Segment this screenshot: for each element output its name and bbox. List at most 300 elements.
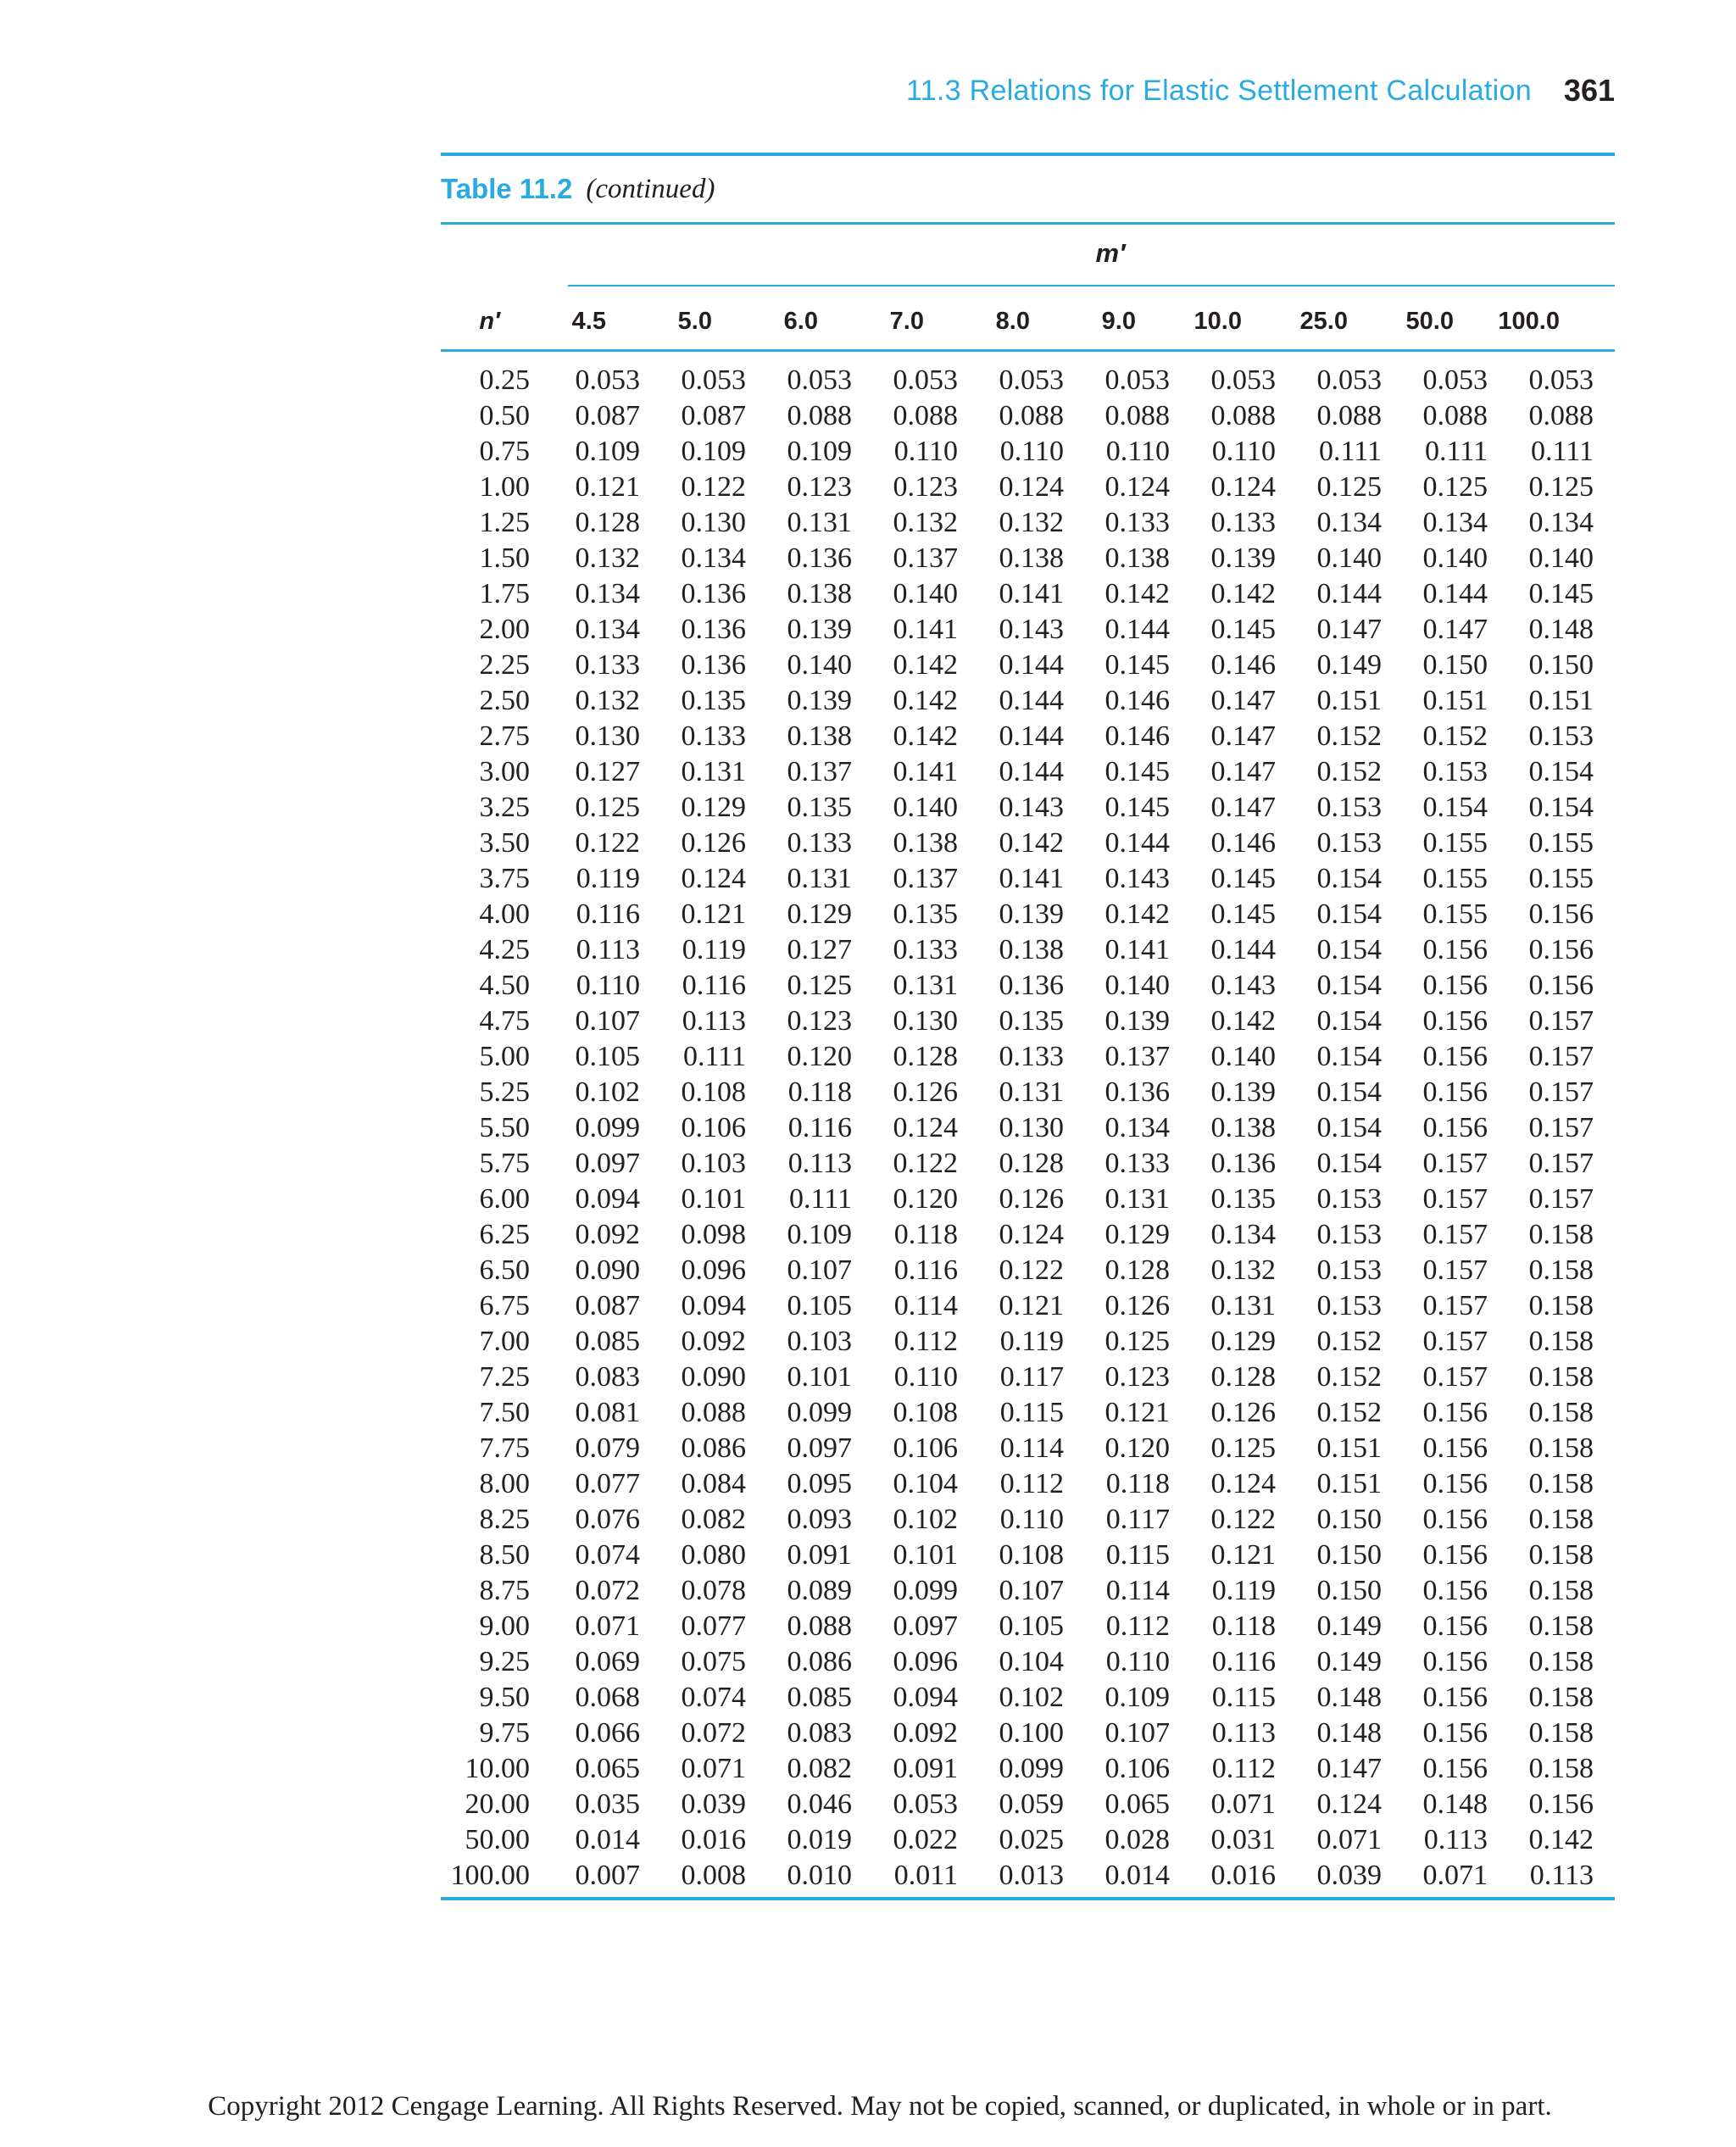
data-table — [441, 153, 1615, 1900]
table-row — [441, 1644, 1615, 1680]
table-header — [441, 225, 1615, 352]
table-cell: 0.136 — [999, 970, 1064, 1001]
table-row — [441, 1110, 1615, 1146]
n-prime-cell: 4.00 — [479, 898, 530, 930]
table-cell: 0.129 — [1104, 1219, 1170, 1250]
table-cell: 0.125 — [787, 970, 852, 1001]
table-cell: 0.127 — [787, 934, 852, 965]
table-cell: 0.153 — [1316, 1290, 1382, 1321]
table-cell: 0.139 — [1210, 542, 1276, 574]
table-row — [441, 1253, 1615, 1288]
table-cell: 0.022 — [893, 1824, 958, 1855]
table-cell: 0.156 — [1528, 934, 1594, 965]
table-cell: 0.133 — [893, 934, 958, 965]
table-cell: 0.156 — [1422, 1575, 1488, 1606]
table-cell: 0.108 — [681, 1076, 746, 1108]
table-cell: 0.059 — [999, 1788, 1064, 1820]
table-cell: 0.158 — [1528, 1468, 1594, 1499]
table-cell: 0.158 — [1528, 1219, 1594, 1250]
table-cell: 0.100 — [999, 1717, 1064, 1749]
table-cell: 0.111 — [789, 1183, 852, 1215]
table-cell: 0.141 — [893, 756, 958, 787]
table-cell: 0.157 — [1422, 1254, 1488, 1286]
table-cell: 0.135 — [1210, 1183, 1276, 1215]
table-cell: 0.099 — [787, 1397, 852, 1428]
n-prime-cell: 5.00 — [479, 1041, 530, 1072]
table-cell: 0.142 — [999, 827, 1064, 859]
table-cell: 0.138 — [999, 934, 1064, 965]
table-cell: 0.112 — [1105, 1610, 1170, 1642]
column-header: 10.0 — [1194, 308, 1242, 335]
table-cell: 0.156 — [1422, 1005, 1488, 1037]
table-row — [441, 932, 1615, 968]
table-cell: 0.075 — [681, 1646, 746, 1677]
table-cell: 0.113 — [787, 1148, 852, 1179]
n-prime-cell: 7.50 — [479, 1397, 530, 1428]
table-row — [441, 683, 1615, 719]
table-cell: 0.088 — [787, 1610, 852, 1642]
table-row — [441, 1431, 1615, 1466]
table-cell: 0.151 — [1528, 685, 1594, 716]
n-prime-cell: 6.75 — [479, 1290, 530, 1321]
table-row — [441, 1288, 1615, 1324]
table-cell: 0.098 — [681, 1219, 746, 1250]
table-cell: 0.122 — [681, 471, 746, 503]
n-prime-header: n′ — [479, 308, 500, 335]
table-cell: 0.082 — [787, 1753, 852, 1784]
table-cell: 0.151 — [1316, 1432, 1382, 1464]
table-cell: 0.124 — [1210, 471, 1276, 503]
table-cell: 0.119 — [576, 863, 640, 894]
table-cell: 0.112 — [893, 1326, 958, 1357]
table-cell: 0.016 — [1210, 1860, 1276, 1891]
n-prime-cell: 9.25 — [479, 1646, 530, 1677]
table-row — [441, 1466, 1615, 1502]
n-prime-cell: 20.00 — [465, 1788, 530, 1820]
table-cell: 0.096 — [681, 1254, 746, 1286]
table-cell: 0.093 — [787, 1504, 852, 1535]
table-cell: 0.132 — [575, 685, 640, 716]
table-cell: 0.148 — [1316, 1717, 1382, 1749]
table-cell: 0.151 — [1316, 685, 1382, 716]
table-cell: 0.121 — [575, 471, 640, 503]
table-cell: 0.079 — [575, 1432, 640, 1464]
table-cell: 0.158 — [1528, 1432, 1594, 1464]
table-cell: 0.138 — [787, 720, 852, 752]
table-cell: 0.096 — [893, 1646, 958, 1677]
table-cell: 0.133 — [681, 720, 746, 752]
table-cell: 0.155 — [1528, 863, 1594, 894]
n-prime-cell: 5.50 — [479, 1112, 530, 1143]
table-cell: 0.013 — [999, 1860, 1064, 1891]
table-row — [441, 1360, 1615, 1395]
table-cell: 0.118 — [1211, 1610, 1276, 1642]
n-prime-cell: 0.75 — [479, 436, 530, 467]
column-header: 50.0 — [1405, 308, 1454, 335]
table-cell: 0.046 — [787, 1788, 852, 1820]
table-cell: 0.126 — [681, 827, 746, 859]
table-cell: 0.074 — [681, 1682, 746, 1713]
table-cell: 0.116 — [682, 970, 746, 1001]
table-cell: 0.025 — [999, 1824, 1064, 1855]
table-cell: 0.094 — [893, 1682, 958, 1713]
table-cell: 0.088 — [999, 400, 1064, 431]
table-cell: 0.035 — [575, 1788, 640, 1820]
table-row — [441, 541, 1615, 576]
table-cell: 0.140 — [1316, 542, 1382, 574]
table-cell: 0.151 — [1422, 685, 1488, 716]
column-header: 9.0 — [1101, 308, 1136, 335]
table-cell: 0.154 — [1316, 898, 1382, 930]
table-cell: 0.092 — [893, 1717, 958, 1749]
table-cell: 0.088 — [1104, 400, 1170, 431]
table-cell: 0.158 — [1528, 1646, 1594, 1677]
table-cell: 0.157 — [1528, 1076, 1594, 1108]
table-cell: 0.137 — [893, 542, 958, 574]
n-prime-cell: 3.75 — [479, 863, 530, 894]
table-cell: 0.119 — [682, 934, 746, 965]
table-cell: 0.121 — [1210, 1539, 1276, 1571]
table-cell: 0.106 — [1104, 1753, 1170, 1784]
table-cell: 0.124 — [999, 471, 1064, 503]
table-cell: 0.132 — [1210, 1254, 1276, 1286]
table-cell: 0.088 — [893, 400, 958, 431]
table-row — [441, 1075, 1615, 1110]
table-cell: 0.131 — [999, 1076, 1064, 1108]
table-cell: 0.153 — [1316, 1219, 1382, 1250]
table-row — [441, 648, 1615, 683]
table-bottom-rule — [441, 1897, 1615, 1900]
table-cell: 0.145 — [1210, 614, 1276, 645]
table-cell: 0.014 — [1104, 1860, 1170, 1891]
column-header: 8.0 — [995, 308, 1030, 335]
table-cell: 0.153 — [1316, 1254, 1382, 1286]
table-cell: 0.099 — [575, 1112, 640, 1143]
table-cell: 0.157 — [1528, 1041, 1594, 1072]
table-cell: 0.153 — [1316, 1183, 1382, 1215]
table-cell: 0.111 — [1531, 436, 1594, 467]
table-cell: 0.124 — [681, 863, 746, 894]
table-cell: 0.156 — [1422, 970, 1488, 1001]
table-cell: 0.118 — [1105, 1468, 1170, 1499]
table-cell: 0.154 — [1316, 863, 1382, 894]
table-cell: 0.091 — [893, 1753, 958, 1784]
table-cell: 0.139 — [999, 898, 1064, 930]
table-cell: 0.014 — [575, 1824, 640, 1855]
table-cell: 0.136 — [681, 649, 746, 681]
table-cell: 0.117 — [1105, 1504, 1170, 1535]
table-body — [441, 352, 1615, 1894]
table-cell: 0.157 — [1528, 1148, 1594, 1179]
table-row — [441, 897, 1615, 932]
table-cell: 0.155 — [1422, 898, 1488, 930]
table-cell: 0.120 — [787, 1041, 852, 1072]
table-cell: 0.140 — [1104, 970, 1170, 1001]
n-prime-cell: 5.75 — [479, 1148, 530, 1179]
table-cell: 0.146 — [1210, 649, 1276, 681]
table-cell: 0.142 — [1210, 578, 1276, 609]
table-cell: 0.028 — [1104, 1824, 1170, 1855]
table-cell: 0.152 — [1316, 1326, 1382, 1357]
table-cell: 0.110 — [999, 1504, 1064, 1535]
table-cell: 0.154 — [1316, 1005, 1382, 1037]
table-row — [441, 1004, 1615, 1039]
table-cell: 0.053 — [1422, 364, 1488, 396]
table-cell: 0.121 — [999, 1290, 1064, 1321]
table-cell: 0.053 — [681, 364, 746, 396]
table-cell: 0.130 — [893, 1005, 958, 1037]
table-row — [441, 470, 1615, 505]
table-cell: 0.154 — [1528, 792, 1594, 823]
table-cell: 0.094 — [575, 1183, 640, 1215]
table-cell: 0.158 — [1528, 1504, 1594, 1535]
table-cell: 0.134 — [1210, 1219, 1276, 1250]
table-cell: 0.103 — [787, 1326, 852, 1357]
table-cell: 0.122 — [999, 1254, 1064, 1286]
table-cell: 0.143 — [999, 792, 1064, 823]
table-cell: 0.143 — [1210, 970, 1276, 1001]
table-cell: 0.111 — [1425, 436, 1488, 467]
table-cell: 0.133 — [1104, 1148, 1170, 1179]
table-cell: 0.019 — [787, 1824, 852, 1855]
table-cell: 0.127 — [575, 756, 640, 787]
header-rule — [441, 349, 1615, 352]
table-cell: 0.125 — [575, 792, 640, 823]
table-row — [441, 1538, 1615, 1573]
table-cell: 0.144 — [1104, 614, 1170, 645]
table-row — [441, 1680, 1615, 1716]
table-cell: 0.149 — [1316, 1610, 1382, 1642]
table-cell: 0.116 — [576, 898, 640, 930]
table-cell: 0.106 — [893, 1432, 958, 1464]
table-cell: 0.141 — [1104, 934, 1170, 965]
table-cell: 0.135 — [999, 1005, 1064, 1037]
table-cell: 0.134 — [575, 578, 640, 609]
n-prime-cell: 3.50 — [479, 827, 530, 859]
table-cell: 0.124 — [999, 1219, 1064, 1250]
table-cell: 0.099 — [999, 1753, 1064, 1784]
table-row — [441, 754, 1615, 790]
table-cell: 0.134 — [1104, 1112, 1170, 1143]
n-prime-cell: 8.75 — [479, 1575, 530, 1606]
table-cell: 0.120 — [893, 1183, 958, 1215]
table-cell: 0.110 — [1105, 436, 1170, 467]
table-cell: 0.130 — [575, 720, 640, 752]
table-cell: 0.118 — [893, 1219, 958, 1250]
table-cell: 0.126 — [1210, 1397, 1276, 1428]
table-cell: 0.077 — [575, 1468, 640, 1499]
table-cell: 0.116 — [893, 1254, 958, 1286]
table-cell: 0.113 — [1529, 1860, 1594, 1891]
table-cell: 0.107 — [575, 1005, 640, 1037]
n-prime-cell: 6.50 — [479, 1254, 530, 1286]
table-row — [441, 1858, 1615, 1894]
table-cell: 0.091 — [787, 1539, 852, 1571]
table-cell: 0.142 — [893, 649, 958, 681]
table-cell: 0.158 — [1528, 1575, 1594, 1606]
table-cell: 0.145 — [1528, 578, 1594, 609]
table-cell: 0.136 — [787, 542, 852, 574]
table-cell: 0.150 — [1422, 649, 1488, 681]
table-cell: 0.083 — [787, 1717, 852, 1749]
table-cell: 0.138 — [999, 542, 1064, 574]
table-cell: 0.128 — [575, 507, 640, 538]
table-cell: 0.124 — [1316, 1788, 1382, 1820]
table-cell: 0.139 — [787, 685, 852, 716]
table-cell: 0.139 — [1210, 1076, 1276, 1108]
n-prime-cell: 8.00 — [479, 1468, 530, 1499]
table-row — [441, 612, 1615, 648]
n-prime-cell: 5.25 — [479, 1076, 530, 1108]
table-cell: 0.158 — [1528, 1682, 1594, 1713]
table-cell: 0.126 — [999, 1183, 1064, 1215]
table-cell: 0.119 — [999, 1326, 1064, 1357]
table-row — [441, 1716, 1615, 1751]
table-cell: 0.114 — [1105, 1575, 1170, 1606]
table-cell: 0.085 — [575, 1326, 640, 1357]
table-cell: 0.146 — [1104, 685, 1170, 716]
table-cell: 0.053 — [575, 364, 640, 396]
n-prime-cell: 1.50 — [479, 542, 530, 574]
table-cell: 0.107 — [1104, 1717, 1170, 1749]
table-cell: 0.137 — [1104, 1041, 1170, 1072]
table-cell: 0.138 — [1210, 1112, 1276, 1143]
table-cell: 0.155 — [1528, 827, 1594, 859]
table-cell: 0.119 — [1211, 1575, 1276, 1606]
table-cell: 0.110 — [1105, 1646, 1170, 1677]
table-cell: 0.158 — [1528, 1753, 1594, 1784]
table-cell: 0.053 — [787, 364, 852, 396]
table-cell: 0.138 — [787, 578, 852, 609]
table-cell: 0.153 — [1316, 792, 1382, 823]
n-prime-cell: 0.25 — [479, 364, 530, 396]
table-cell: 0.031 — [1210, 1824, 1276, 1855]
table-row — [441, 434, 1615, 470]
table-cell: 0.126 — [1104, 1290, 1170, 1321]
table-cell: 0.088 — [681, 1397, 746, 1428]
table-cell: 0.115 — [999, 1397, 1064, 1428]
table-row — [441, 1039, 1615, 1075]
column-header: 7.0 — [889, 308, 924, 335]
table-cell: 0.145 — [1104, 792, 1170, 823]
table-cell: 0.108 — [999, 1539, 1064, 1571]
table-cell: 0.107 — [787, 1254, 852, 1286]
n-prime-cell: 4.50 — [479, 970, 530, 1001]
table-cell: 0.105 — [575, 1041, 640, 1072]
table-row — [441, 363, 1615, 398]
table-cell: 0.065 — [1104, 1788, 1170, 1820]
page-number: 361 — [1563, 73, 1615, 108]
table-cell: 0.147 — [1210, 792, 1276, 823]
table-cell: 0.087 — [575, 400, 640, 431]
table-cell: 0.102 — [999, 1682, 1064, 1713]
running-header — [906, 70, 1615, 112]
table-cell: 0.135 — [787, 792, 852, 823]
table-cell: 0.152 — [1422, 720, 1488, 752]
table-cell: 0.131 — [681, 756, 746, 787]
table-cell: 0.109 — [681, 436, 746, 467]
table-cell: 0.088 — [1422, 400, 1488, 431]
table-cell: 0.157 — [1528, 1183, 1594, 1215]
table-cell: 0.122 — [575, 827, 640, 859]
table-cell: 0.158 — [1528, 1326, 1594, 1357]
table-cell: 0.125 — [1104, 1326, 1170, 1357]
column-header: 6.0 — [783, 308, 818, 335]
n-prime-cell: 7.00 — [479, 1326, 530, 1357]
table-cell: 0.142 — [893, 685, 958, 716]
table-cell: 0.123 — [893, 471, 958, 503]
n-prime-cell: 9.75 — [479, 1717, 530, 1749]
column-header: 5.0 — [677, 308, 712, 335]
table-cell: 0.147 — [1210, 756, 1276, 787]
table-cell: 0.154 — [1528, 756, 1594, 787]
table-cell: 0.145 — [1104, 649, 1170, 681]
table-cell: 0.124 — [1210, 1468, 1276, 1499]
column-headers — [441, 308, 1615, 342]
table-cell: 0.153 — [1422, 756, 1488, 787]
table-cell: 0.108 — [893, 1397, 958, 1428]
table-caption — [441, 156, 1615, 222]
table-cell: 0.131 — [1210, 1290, 1276, 1321]
table-cell: 0.131 — [893, 970, 958, 1001]
table-cell: 0.156 — [1422, 1076, 1488, 1108]
table-cell: 0.088 — [1316, 400, 1382, 431]
n-prime-cell: 10.00 — [465, 1753, 530, 1784]
table-cell: 0.156 — [1422, 1468, 1488, 1499]
table-cell: 0.128 — [1104, 1254, 1170, 1286]
table-row — [441, 1395, 1615, 1431]
table-cell: 0.142 — [893, 720, 958, 752]
table-label: Table 11.2 — [441, 173, 573, 204]
table-cell: 0.109 — [787, 1219, 852, 1250]
table-cell: 0.113 — [576, 934, 640, 965]
table-cell: 0.107 — [999, 1575, 1064, 1606]
table-cell: 0.144 — [999, 756, 1064, 787]
table-cell: 0.155 — [1422, 827, 1488, 859]
table-cell: 0.116 — [787, 1112, 852, 1143]
table-cell: 0.136 — [1210, 1148, 1276, 1179]
table-cell: 0.109 — [787, 436, 852, 467]
table-cell: 0.156 — [1528, 970, 1594, 1001]
table-cell: 0.156 — [1422, 934, 1488, 965]
table-cell: 0.125 — [1422, 471, 1488, 503]
n-prime-cell: 4.25 — [479, 934, 530, 965]
table-cell: 0.115 — [1105, 1539, 1170, 1571]
table-cell: 0.156 — [1528, 1788, 1594, 1820]
table-cell: 0.140 — [893, 792, 958, 823]
table-cell: 0.156 — [1422, 1112, 1488, 1143]
table-cell: 0.154 — [1422, 792, 1488, 823]
table-cell: 0.072 — [681, 1717, 746, 1749]
table-cell: 0.144 — [1422, 578, 1488, 609]
table-cell: 0.114 — [999, 1432, 1064, 1464]
table-cell: 0.156 — [1422, 1539, 1488, 1571]
n-prime-cell: 6.25 — [479, 1219, 530, 1250]
table-cell: 0.074 — [575, 1539, 640, 1571]
table-cell: 0.152 — [1316, 720, 1382, 752]
table-cell: 0.111 — [1319, 436, 1382, 467]
table-cell: 0.121 — [1104, 1397, 1170, 1428]
table-cell: 0.150 — [1316, 1575, 1382, 1606]
table-cell: 0.134 — [681, 542, 746, 574]
table-cell: 0.099 — [893, 1575, 958, 1606]
table-cell: 0.153 — [1316, 827, 1382, 859]
table-cell: 0.113 — [682, 1005, 746, 1037]
n-prime-cell: 50.00 — [465, 1824, 530, 1855]
table-cell: 0.010 — [787, 1860, 852, 1891]
table-cell: 0.071 — [575, 1610, 640, 1642]
table-note: (continued) — [586, 173, 715, 204]
